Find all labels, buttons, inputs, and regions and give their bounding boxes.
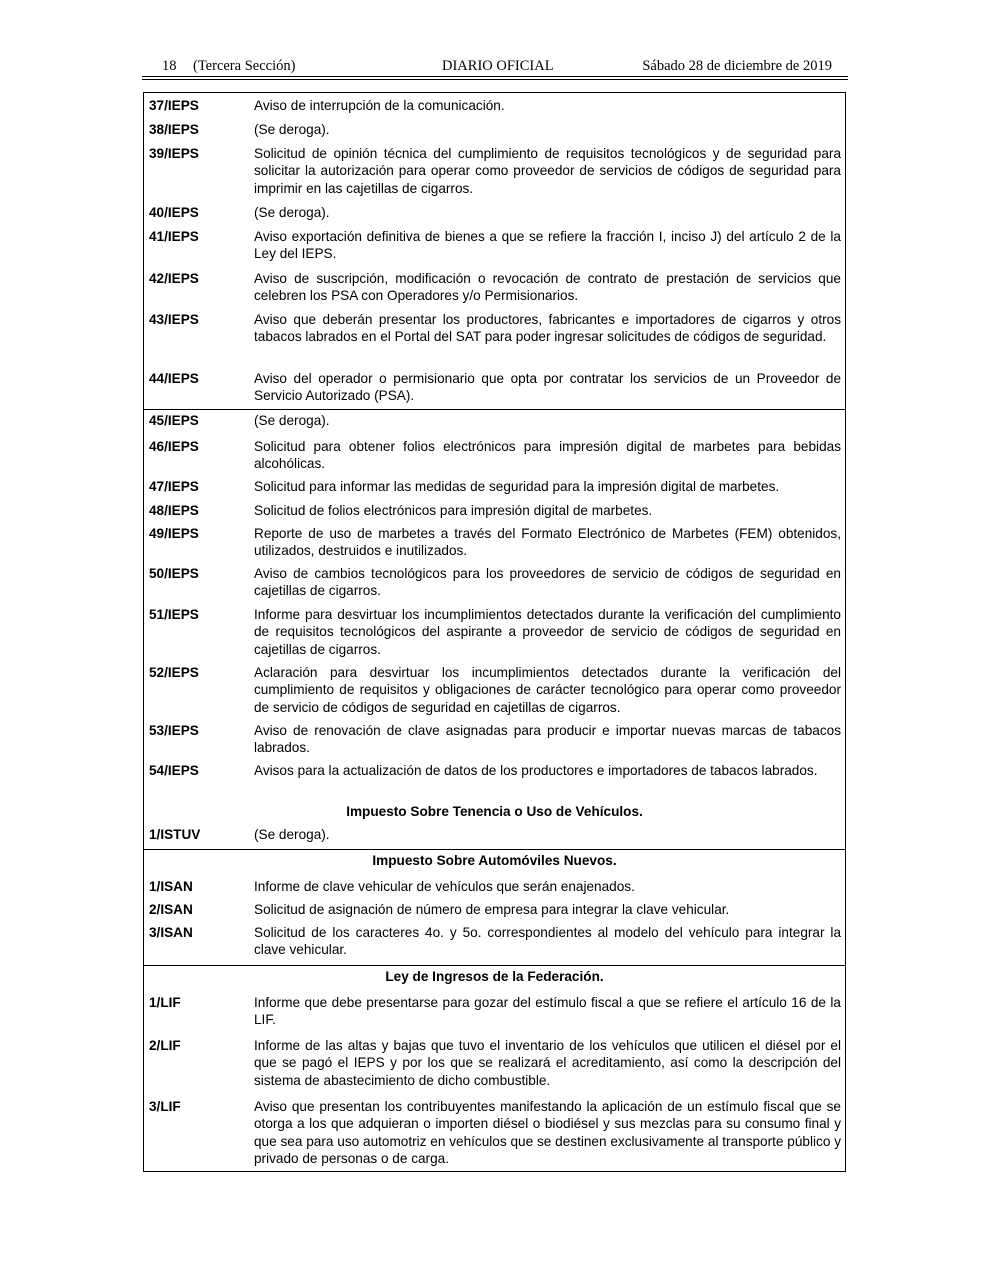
form-code: 53/IEPS bbox=[149, 723, 199, 738]
form-description: Solicitud de folios electrónicos para impresión digital de marbetes. bbox=[254, 503, 653, 518]
form-description: Aviso que deberán presentar los productores, fabricantes e importadores de cigarros y otros tabacos labrados en el Portal del SAT para poder ingresar solicitudes de códigos de seguridad. bbox=[254, 312, 841, 345]
section-divider bbox=[144, 849, 845, 850]
form-code: 3/LIF bbox=[149, 1099, 181, 1114]
form-description: Aviso de suscripción, modificación o revocación de contrato de prestación de servicios que celebren los PSA con Operadores y/o Permisionarios. bbox=[254, 271, 841, 304]
section-heading-isan: Impuesto Sobre Automóviles Nuevos. bbox=[372, 853, 617, 868]
form-code: 2/ISAN bbox=[149, 902, 193, 917]
section-label: (Tercera Sección) bbox=[193, 58, 296, 74]
form-description: Informe de las altas y bajas que tuvo el inventario de los vehículos que utilicen el diésel por el que se pagó el IEPS y por los que se realizará el acreditamiento, así como la descripción del sistema de abastecimiento de dicho combustible. bbox=[254, 1038, 841, 1088]
form-code: 2/LIF bbox=[149, 1038, 181, 1053]
section-heading-lif: Ley de Ingresos de la Federación. bbox=[385, 969, 604, 984]
form-description: Reporte de uso de marbetes a través del Formato Electrónico de Marbetes (FEM) obtenidos, utilizados, destruidos e inutilizados. bbox=[254, 526, 841, 559]
form-description: Informe que debe presentarse para gozar del estímulo fiscal a que se refiere el artículo 16 de la LIF. bbox=[254, 995, 841, 1028]
form-code: 42/IEPS bbox=[149, 271, 199, 286]
form-description: Solicitud de opinión técnica del cumplimiento de requisitos tecnológicos y de seguridad para solicitar la autorización para operar como proveedor de servicios de códigos de seguridad para imprimir en las cajetillas de cigarros. bbox=[254, 146, 841, 196]
form-description: Informe para desvirtuar los incumplimientos detectados durante la verificación del cumplimiento de requisitos tecnológicos del aspirante a proveedor de servicio de códigos de seguridad en cajetillas de cigarros. bbox=[254, 607, 841, 657]
form-code: 41/IEPS bbox=[149, 229, 199, 244]
form-description: Avisos para la actualización de datos de los productores e importadores de tabacos labrados. bbox=[254, 763, 818, 778]
header-rule-bottom bbox=[142, 79, 848, 80]
form-description: (Se deroga). bbox=[254, 413, 330, 428]
form-description: Aviso de renovación de clave asignadas para producir e importar nuevas marcas de tabacos labrados. bbox=[254, 723, 841, 756]
form-code: 3/ISAN bbox=[149, 925, 193, 940]
form-description: Informe de clave vehicular de vehículos que serán enajenados. bbox=[254, 879, 635, 894]
form-code: 47/IEPS bbox=[149, 479, 199, 494]
form-description: Aviso que presentan los contribuyentes manifestando la aplicación de un estímulo fiscal que se otorga a los que adquieran o importen diésel o biodiésel y sus mezclas para su consumo final y que sea para uso automotriz en vehículos que se destinen exclusivamente al transporte público y privado de personas o de carga. bbox=[254, 1099, 841, 1166]
form-description: (Se deroga). bbox=[254, 827, 330, 842]
form-code: 52/IEPS bbox=[149, 665, 199, 680]
form-code: 48/IEPS bbox=[149, 503, 199, 518]
section-divider bbox=[144, 965, 845, 966]
section-heading-istuv: Impuesto Sobre Tenencia o Uso de Vehículos. bbox=[346, 804, 643, 819]
form-code: 40/IEPS bbox=[149, 205, 199, 220]
section-divider bbox=[144, 409, 845, 410]
form-description: Solicitud de los caracteres 4o. y 5o. correspondientes al modelo del vehículo para integrar la clave vehicular. bbox=[254, 925, 841, 958]
form-code: 51/IEPS bbox=[149, 607, 199, 622]
form-code: 50/IEPS bbox=[149, 566, 199, 581]
form-code: 38/IEPS bbox=[149, 122, 199, 137]
publication-title: DIARIO OFICIAL bbox=[442, 58, 554, 74]
forms-table bbox=[143, 92, 846, 1172]
form-code: 46/IEPS bbox=[149, 439, 199, 454]
form-code: 1/ISAN bbox=[149, 879, 193, 894]
form-code: 44/IEPS bbox=[149, 371, 199, 386]
page-number: 18 bbox=[162, 58, 177, 74]
form-code: 1/ISTUV bbox=[149, 827, 201, 842]
form-description: Aviso de interrupción de la comunicación. bbox=[254, 98, 505, 113]
form-description: Aviso de cambios tecnológicos para los proveedores de servicio de códigos de seguridad en cajetillas de cigarros. bbox=[254, 566, 841, 599]
form-code: 54/IEPS bbox=[149, 763, 199, 778]
form-code: 1/LIF bbox=[149, 995, 181, 1010]
form-code: 39/IEPS bbox=[149, 146, 199, 161]
publication-date: Sábado 28 de diciembre de 2019 bbox=[642, 58, 832, 74]
page-header bbox=[142, 56, 832, 76]
form-description: (Se deroga). bbox=[254, 205, 330, 220]
header-rule-top bbox=[142, 76, 848, 77]
form-code: 45/IEPS bbox=[149, 413, 199, 428]
form-code: 43/IEPS bbox=[149, 312, 199, 327]
form-code: 49/IEPS bbox=[149, 526, 199, 541]
form-code: 37/IEPS bbox=[149, 98, 199, 113]
form-description: Solicitud para informar las medidas de seguridad para la impresión digital de marbetes. bbox=[254, 479, 780, 494]
form-description: Solicitud de asignación de número de empresa para integrar la clave vehicular. bbox=[254, 902, 730, 917]
form-description: (Se deroga). bbox=[254, 122, 330, 137]
form-description: Solicitud para obtener folios electrónicos para impresión digital de marbetes para bebidas alcohólicas. bbox=[254, 439, 841, 472]
form-description: Aviso exportación definitiva de bienes a que se refiere la fracción I, inciso J) del artículo 2 de la Ley del IEPS. bbox=[254, 229, 841, 262]
form-description: Aviso del operador o permisionario que opta por contratar los servicios de un Proveedor de Servicio Autorizado (PSA). bbox=[254, 371, 841, 404]
form-description: Aclaración para desvirtuar los incumplimientos detectados durante la verificación del cumplimiento de requisitos y obligaciones de carácter tecnológico para operar como proveedor de servicio de códigos de seguridad en cajetillas de cigarros. bbox=[254, 665, 841, 715]
